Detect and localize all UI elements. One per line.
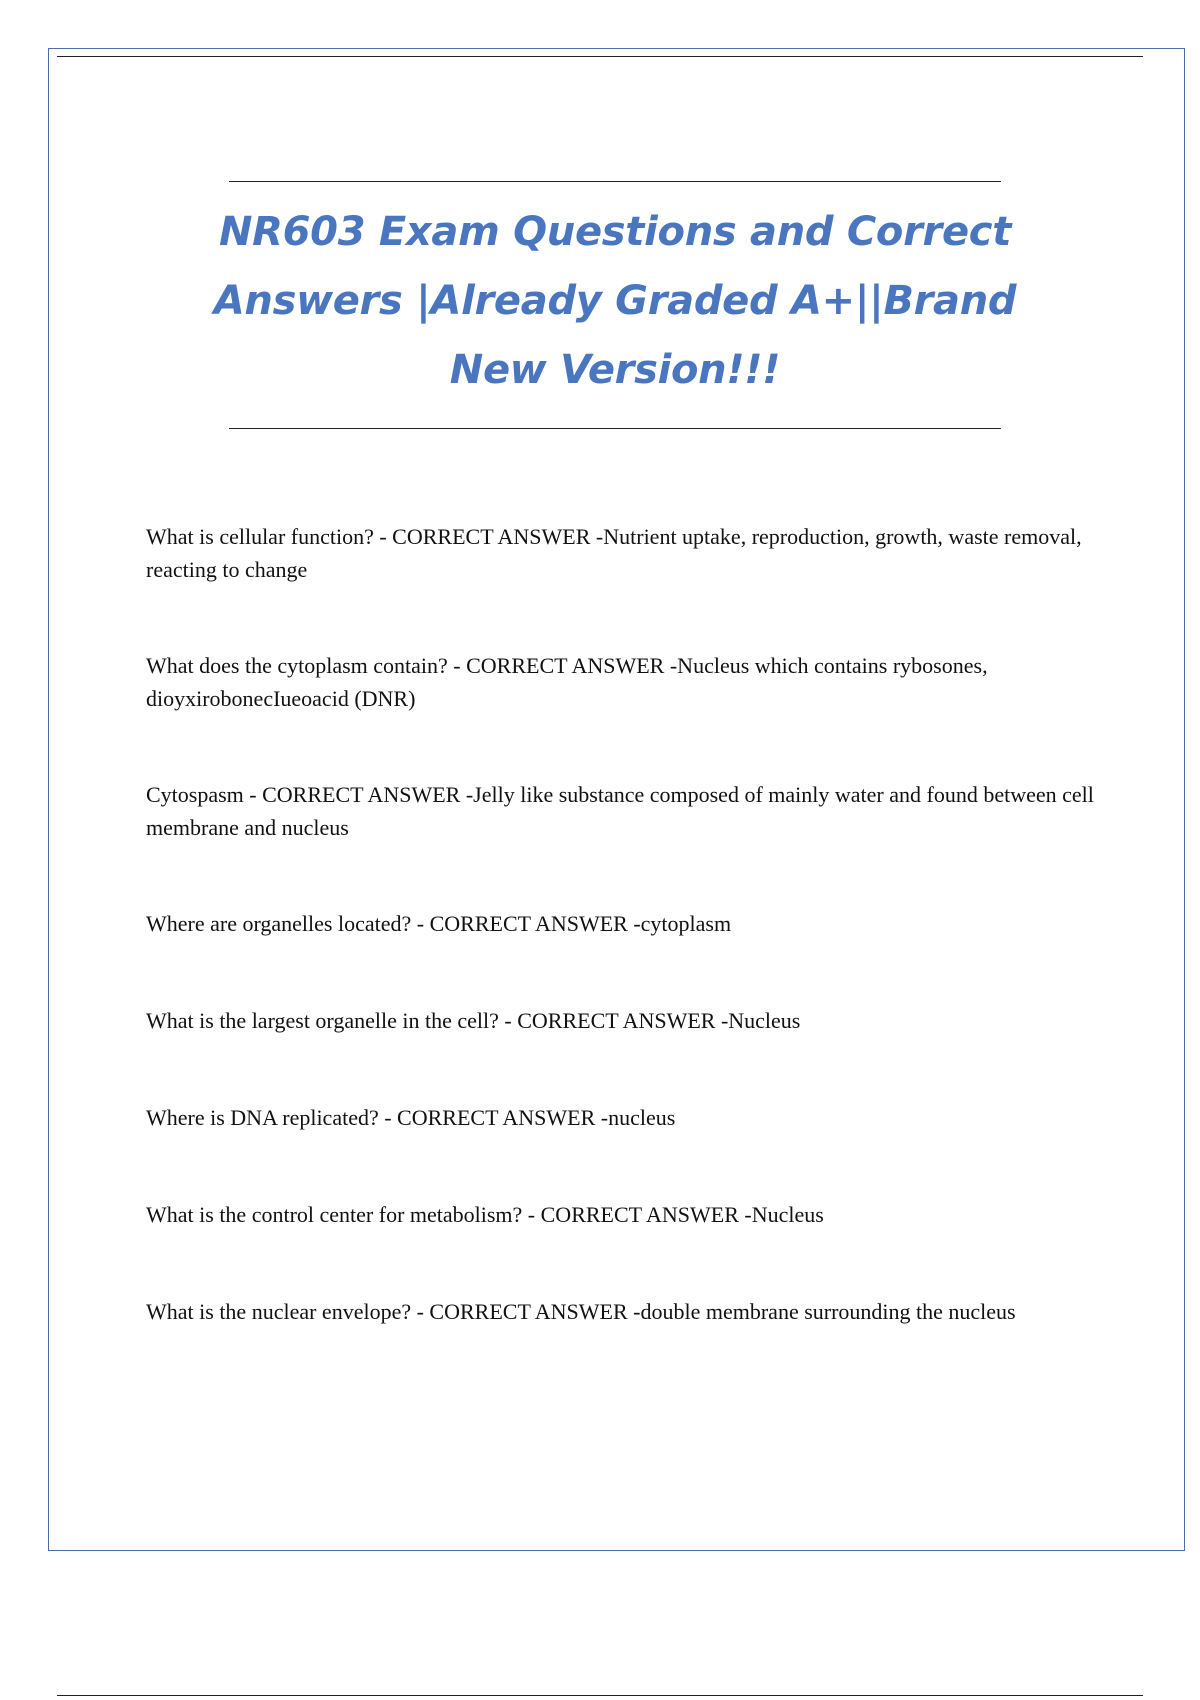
qa-item: What is cellular function? - CORRECT ANSWER -Nutrient uptake, reproduction, growth, waste removal, reacting to change: [146, 524, 1082, 582]
title-rule-below: [229, 428, 1001, 429]
qa-item: What is the control center for metabolism? - CORRECT ANSWER -Nucleus: [146, 1202, 824, 1227]
qa-item: What is the largest organelle in the cell? - CORRECT ANSWER -Nucleus: [146, 1008, 801, 1033]
document-title: NR603 Exam Questions and Correct Answers |Already Graded A+||Brand New Version!!!: [213, 209, 1017, 393]
title-rule-above: [229, 181, 1001, 182]
bottom-rule: [57, 1695, 1143, 1696]
qa-item: Where is DNA replicated? - CORRECT ANSWER -nucleus: [146, 1105, 676, 1130]
qa-item: What is the nuclear envelope? - CORRECT ANSWER -double membrane surrounding the nucleus: [146, 1299, 1016, 1324]
qa-item: What does the cytoplasm contain? - CORRECT ANSWER -Nucleus which contains rybosones, dioyxirobonecIueoacid (DNR): [146, 653, 988, 711]
qa-item: Cytospasm - CORRECT ANSWER -Jelly like substance composed of mainly water and found between cell membrane and nucleus: [146, 782, 1094, 840]
qa-item: Where are organelles located? - CORRECT ANSWER -cytoplasm: [146, 911, 732, 936]
